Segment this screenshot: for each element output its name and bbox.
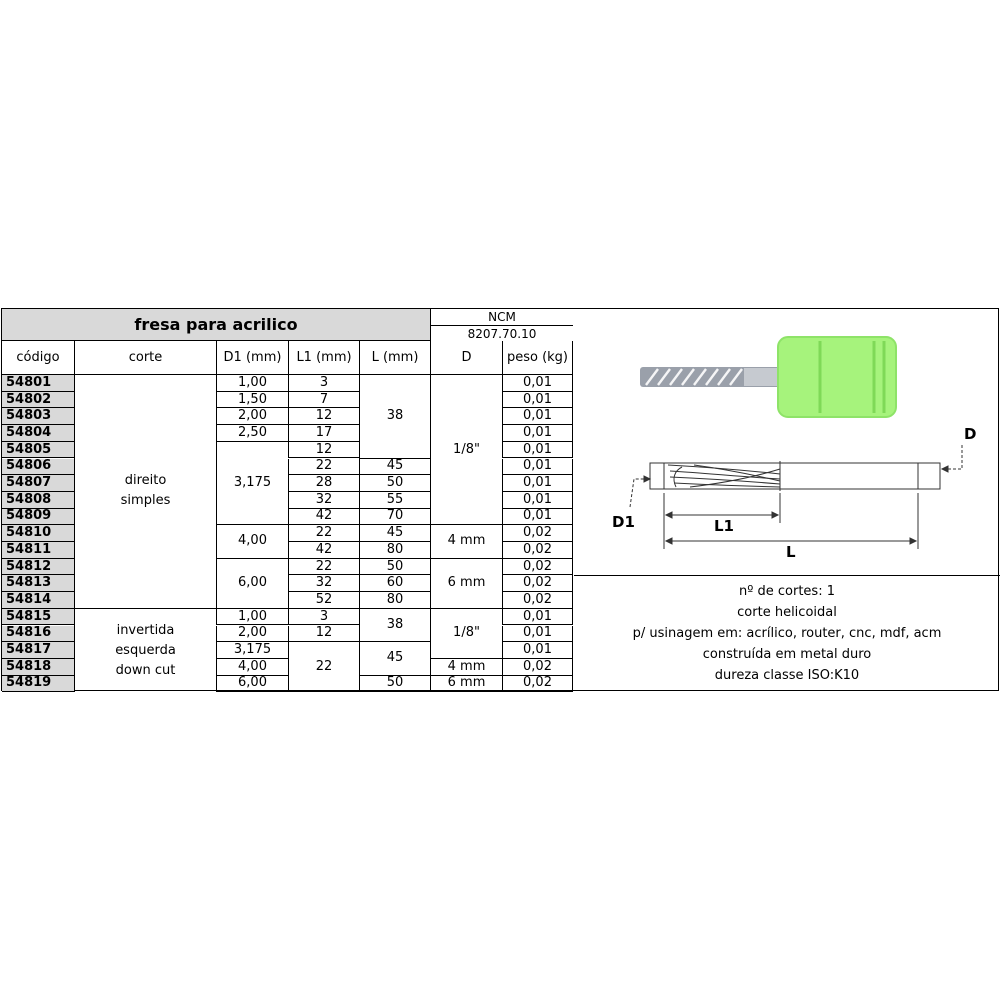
code-cell: 54812 bbox=[2, 559, 74, 576]
spec-line: construída em metal duro bbox=[702, 647, 872, 662]
label-d1: D1 bbox=[612, 513, 635, 531]
peso-cell: 0,02 bbox=[502, 559, 573, 576]
spec-line: corte helicoidal bbox=[737, 605, 837, 620]
d-cell: 1/8" bbox=[430, 375, 502, 525]
code-cell: 54811 bbox=[2, 542, 74, 559]
code-cell: 54801 bbox=[2, 375, 74, 392]
d1-cell: 3,175 bbox=[216, 642, 288, 659]
l1-cell: 22 bbox=[288, 642, 359, 692]
l-cell: 80 bbox=[359, 592, 430, 609]
peso-cell: 0,01 bbox=[502, 492, 573, 509]
l1-cell: 3 bbox=[288, 375, 359, 392]
bit-figure bbox=[574, 309, 1000, 575]
l1-cell: 22 bbox=[288, 525, 359, 542]
d1-cell: 2,50 bbox=[216, 425, 288, 442]
specs-box bbox=[574, 575, 1000, 691]
code-cell: 54814 bbox=[2, 592, 74, 609]
router-bit-photo bbox=[640, 337, 896, 417]
code-cell: 54816 bbox=[2, 626, 74, 643]
l-cell: 45 bbox=[359, 525, 430, 542]
code-cell: 54810 bbox=[2, 525, 74, 542]
header-d1: D1 (mm) bbox=[216, 341, 288, 375]
header-peso: peso (kg) bbox=[502, 341, 573, 375]
l-cell: 50 bbox=[359, 559, 430, 576]
l1-cell: 42 bbox=[288, 542, 359, 559]
peso-cell: 0,02 bbox=[502, 659, 573, 676]
spec-line: dureza classe ISO:K10 bbox=[714, 668, 860, 683]
peso-cell: 0,02 bbox=[502, 575, 573, 592]
l1-cell: 42 bbox=[288, 509, 359, 526]
code-cell: 54818 bbox=[2, 659, 74, 676]
l1-cell: 12 bbox=[288, 626, 359, 643]
label-l: L bbox=[786, 543, 796, 561]
l-cell: 45 bbox=[359, 642, 430, 675]
d-cell: 4 mm bbox=[430, 659, 502, 676]
code-cell: 54806 bbox=[2, 459, 74, 476]
code-cell: 54815 bbox=[2, 609, 74, 626]
header-l1: L1 (mm) bbox=[288, 341, 359, 375]
l1-cell: 12 bbox=[288, 442, 359, 459]
d-cell: 6 mm bbox=[430, 676, 502, 693]
router-bit-drawing bbox=[630, 445, 962, 549]
code-cell: 54803 bbox=[2, 408, 74, 425]
label-l1: L1 bbox=[714, 517, 734, 535]
d1-cell: 1,00 bbox=[216, 375, 288, 392]
d1-cell: 1,50 bbox=[216, 392, 288, 409]
l1-cell: 32 bbox=[288, 492, 359, 509]
code-cell: 54808 bbox=[2, 492, 74, 509]
peso-cell: 0,01 bbox=[502, 408, 573, 425]
l1-cell: 17 bbox=[288, 425, 359, 442]
peso-cell: 0,01 bbox=[502, 609, 573, 626]
spec-line: nº de cortes: 1 bbox=[739, 584, 835, 599]
corte-group: direito simples bbox=[74, 375, 216, 609]
peso-cell: 0,01 bbox=[502, 392, 573, 409]
l1-cell: 22 bbox=[288, 459, 359, 476]
code-cell: 54802 bbox=[2, 392, 74, 409]
product-spec-sheet bbox=[1, 308, 999, 691]
l-cell: 70 bbox=[359, 509, 430, 526]
router-bit-diagram bbox=[574, 309, 1000, 575]
d1-cell: 2,00 bbox=[216, 408, 288, 425]
ncm-label: NCM bbox=[430, 309, 573, 325]
l-cell: 50 bbox=[359, 676, 430, 693]
l1-cell: 22 bbox=[288, 559, 359, 576]
d1-cell: 1,00 bbox=[216, 609, 288, 626]
l-cell: 50 bbox=[359, 475, 430, 492]
l-cell: 45 bbox=[359, 459, 430, 476]
d-cell: 1/8" bbox=[430, 609, 502, 659]
peso-cell: 0,02 bbox=[502, 592, 573, 609]
l-cell: 60 bbox=[359, 575, 430, 592]
peso-cell: 0,01 bbox=[502, 626, 573, 643]
l1-cell: 52 bbox=[288, 592, 359, 609]
code-cell: 54807 bbox=[2, 475, 74, 492]
l1-cell: 7 bbox=[288, 392, 359, 409]
d1-cell: 6,00 bbox=[216, 676, 288, 693]
label-d: D bbox=[964, 425, 977, 443]
d-cell: 4 mm bbox=[430, 525, 502, 558]
header-d: D bbox=[430, 341, 502, 375]
peso-cell: 0,01 bbox=[502, 642, 573, 659]
header-corte: corte bbox=[74, 341, 216, 375]
header-codigo: código bbox=[2, 341, 74, 375]
l1-cell: 12 bbox=[288, 408, 359, 425]
peso-cell: 0,01 bbox=[502, 442, 573, 459]
peso-cell: 0,02 bbox=[502, 542, 573, 559]
code-cell: 54819 bbox=[2, 676, 74, 693]
l-cell: 38 bbox=[359, 375, 430, 459]
peso-cell: 0,01 bbox=[502, 375, 573, 392]
code-cell: 54813 bbox=[2, 575, 74, 592]
d1-cell: 6,00 bbox=[216, 559, 288, 609]
d1-cell: 4,00 bbox=[216, 659, 288, 676]
table-title: fresa para acrilico bbox=[2, 309, 430, 341]
d1-cell: 4,00 bbox=[216, 525, 288, 558]
spec-line: p/ usinagem em: acrílico, router, cnc, mdf, acm bbox=[632, 626, 942, 641]
d-cell: 6 mm bbox=[430, 559, 502, 609]
code-cell: 54809 bbox=[2, 509, 74, 526]
peso-cell: 0,02 bbox=[502, 525, 573, 542]
l1-cell: 3 bbox=[288, 609, 359, 626]
corte-group: invertida esquerda down cut bbox=[74, 609, 216, 693]
peso-cell: 0,01 bbox=[502, 459, 573, 476]
peso-cell: 0,02 bbox=[502, 676, 573, 693]
ncm-value: 8207.70.10 bbox=[430, 325, 573, 341]
peso-cell: 0,01 bbox=[502, 425, 573, 442]
header-l: L (mm) bbox=[359, 341, 430, 375]
l-cell: 80 bbox=[359, 542, 430, 559]
code-cell: 54817 bbox=[2, 642, 74, 659]
l1-cell: 28 bbox=[288, 475, 359, 492]
l-cell: 38 bbox=[359, 609, 430, 642]
l1-cell: 32 bbox=[288, 575, 359, 592]
d1-cell: 3,175 bbox=[216, 442, 288, 526]
code-cell: 54805 bbox=[2, 442, 74, 459]
peso-cell: 0,01 bbox=[502, 509, 573, 526]
code-cell: 54804 bbox=[2, 425, 74, 442]
d1-cell: 2,00 bbox=[216, 626, 288, 643]
peso-cell: 0,01 bbox=[502, 475, 573, 492]
l-cell: 55 bbox=[359, 492, 430, 509]
